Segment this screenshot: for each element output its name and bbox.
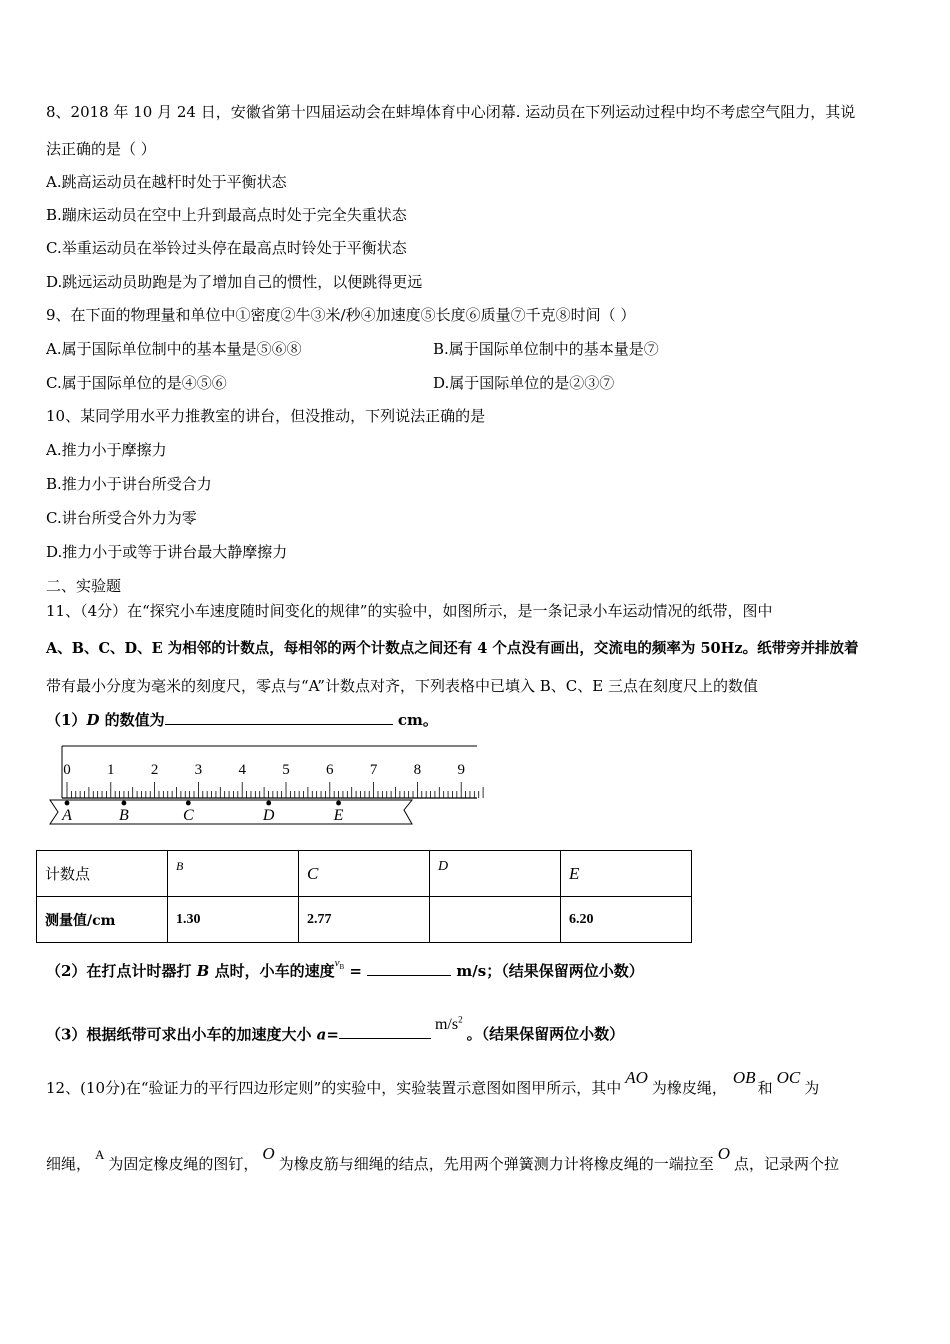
ruler-tick-label: 7 (369, 762, 378, 778)
table-header-cell: B (168, 851, 299, 897)
answer-blank-d[interactable] (165, 710, 393, 725)
ruler-tick-label: 0 (63, 762, 71, 778)
tape-point (186, 801, 191, 806)
table-row (37, 897, 692, 943)
tape-point-label: D (262, 807, 275, 824)
q9-option-c: C.属于国际单位的是④⑤⑥ (46, 374, 227, 392)
q11-stem-line3: 带有最小分度为毫米的刻度尺，零点与“A”计数点对齐，下列表格中已填入 B、C、E 三点在刻度尺上的数值 (46, 677, 758, 695)
q11-stem-line2: A、B、C、D、E 为相邻的计数点，每相邻的两个计数点之间还有 4 个点没有画出，交流电的频率为 50Hz。纸带旁并排放着 (46, 640, 859, 657)
q11-sub2-var: B (196, 962, 210, 980)
tape-point (122, 801, 127, 806)
q9-option-a: A.属于国际单位制中的基本量是⑤⑥⑧ (46, 340, 302, 358)
tape-point-label: B (119, 807, 129, 824)
q11-sub2-prefix: （2）在打点计时器打 (46, 962, 197, 980)
q9-option-b: B.属于国际单位制中的基本量是⑦ (433, 340, 659, 358)
table-header-cell: E (561, 851, 692, 897)
q12-text: 为固定橡皮绳的图钉， (108, 1155, 259, 1173)
q12-ob: OB (732, 1068, 756, 1087)
q12-line2 (46, 1144, 840, 1175)
q11-sub1-var: D (86, 711, 100, 729)
accel-unit-exp: 2 (458, 1015, 463, 1025)
measurement-table (36, 850, 692, 943)
answer-blank-a[interactable] (339, 1024, 431, 1039)
ruler-tick-label: 2 (150, 762, 159, 778)
q10-stem: 10、某同学用水平力推教室的讲台，但没推动，下列说法正确的是 (46, 407, 486, 425)
q8-stem-line2: 法正确的是（ ） (46, 140, 156, 158)
q11-stem-line1: 11、（4分）在“探究小车速度随时间变化的规律”的实验中，如图所示，是一条记录小车运动情况的纸带，图中 (46, 602, 773, 620)
table-header-cell: C (299, 851, 430, 897)
q11-sub1-label: 的数值为 (99, 711, 165, 729)
table-header-row (37, 851, 692, 897)
ruler-tape-figure (40, 738, 490, 830)
table-header-cell: 计数点 (37, 851, 168, 897)
ruler-tick-label: 4 (238, 762, 246, 778)
ruler-tick-labels (63, 762, 465, 778)
q12-text: 为橡皮绳， (651, 1079, 727, 1097)
q11-sub1 (46, 710, 438, 730)
table-cell: 2.77 (299, 897, 430, 943)
q9-option-d: D.属于国际单位的是②③⑦ (433, 374, 615, 392)
q12-o1: O (262, 1144, 275, 1163)
q8-option-d: D.跳远运动员助跑是为了增加自己的惯性，以便跳得更远 (46, 273, 423, 291)
q12-text: 细绳， (46, 1155, 92, 1173)
q11-sub3-eq: = (326, 1025, 339, 1044)
q10-option-d: D.推力小于或等于讲台最大静摩擦力 (46, 543, 288, 561)
tape-point (336, 801, 341, 806)
q11-sub3-suffix: 。（结果保留两位小数） (466, 1025, 625, 1044)
q9-stem: 9、在下面的物理量和单位中①密度②牛③米/秒④加速度⑤长度⑥质量⑦千克⑧时间（ ） (46, 306, 636, 324)
q11-sub3-prefix: （3）根据纸带可求出小车的加速度大小 (46, 1025, 317, 1044)
q12-line1 (46, 1068, 820, 1098)
velocity-sub: B (339, 963, 345, 972)
tape-point (266, 801, 271, 806)
q12-text: 和 (757, 1079, 773, 1097)
q8-stem-line1: 8、2018 年 10 月 24 日，安徽省第十四届运动会在蚌埠体育中心闭幕. 运动员在下列运动过程中均不考虑空气阻力，其说 (46, 103, 856, 121)
tape-points (61, 801, 344, 824)
q12-text: 为橡皮筋与细绳的结点，先用两个弹簧测力计将橡皮绳的一端拉至 (278, 1155, 714, 1173)
q8-option-b: B.蹦床运动员在空中上升到最高点时处于完全失重状态 (46, 206, 407, 224)
q10-option-a: A.推力小于摩擦力 (46, 441, 167, 459)
ruler-tick-label: 5 (282, 762, 290, 778)
q12-ao: AO (625, 1068, 648, 1087)
table-cell: 6.20 (561, 897, 692, 943)
table-header-cell: D (430, 851, 561, 897)
section-heading: 二、实验题 (46, 577, 122, 595)
velocity-symbol (334, 957, 345, 972)
q11-sub2-suffix: m/s；（结果保留两位小数） (451, 962, 644, 980)
tape-point-label: C (182, 807, 194, 824)
q11-sub2 (46, 957, 644, 987)
q12-text: 为 (804, 1079, 820, 1097)
q10-option-b: B.推力小于讲台所受合力 (46, 475, 212, 493)
table-cell: 1.30 (168, 897, 299, 943)
velocity-v: v (334, 957, 340, 969)
accel-unit (435, 1016, 463, 1033)
q11-sub1-unit: cm。 (392, 711, 438, 729)
q11-sub3-var: a (316, 1025, 327, 1044)
ruler-tick-label: 1 (107, 762, 115, 778)
tape-point-label: E (333, 807, 344, 824)
q12-text: 12、(10分)在“验证力的平行四边形定则”的实验中，实验装置示意图如图甲所示，其中 (46, 1079, 622, 1097)
tape-point (65, 801, 70, 806)
q12-oc: OC (776, 1068, 801, 1087)
ruler-tick-label: 3 (194, 762, 203, 778)
q11-sub2-eq: = (344, 962, 368, 980)
q12-text: 点，记录两个拉 (734, 1155, 840, 1173)
ruler-tick-label: 8 (413, 762, 422, 778)
q12-a: A (95, 1147, 105, 1162)
tape-point-label: A (62, 807, 72, 824)
ruler-tick-label: 6 (326, 762, 334, 778)
table-cell[interactable] (430, 897, 561, 943)
q12-o2: O (717, 1144, 730, 1163)
q10-option-c: C.讲台所受合外力为零 (46, 509, 197, 527)
q11-sub2-label: 点时，小车的速度 (209, 962, 335, 980)
q8-option-c: C.举重运动员在举铃过头停在最高点时铃处于平衡状态 (46, 239, 407, 257)
answer-blank-vb[interactable] (367, 961, 451, 976)
accel-unit-base: m/s (434, 1016, 459, 1034)
q11-sub1-prefix: （1） (46, 711, 87, 729)
table-cell: 测量值/cm (37, 897, 168, 943)
paper-tape (50, 800, 412, 824)
q11-sub3 (46, 1015, 625, 1045)
ruler-ticks (67, 782, 483, 798)
q8-option-a: A.跳高运动员在越杆时处于平衡状态 (46, 173, 287, 191)
ruler-tick-label: 9 (457, 762, 465, 778)
